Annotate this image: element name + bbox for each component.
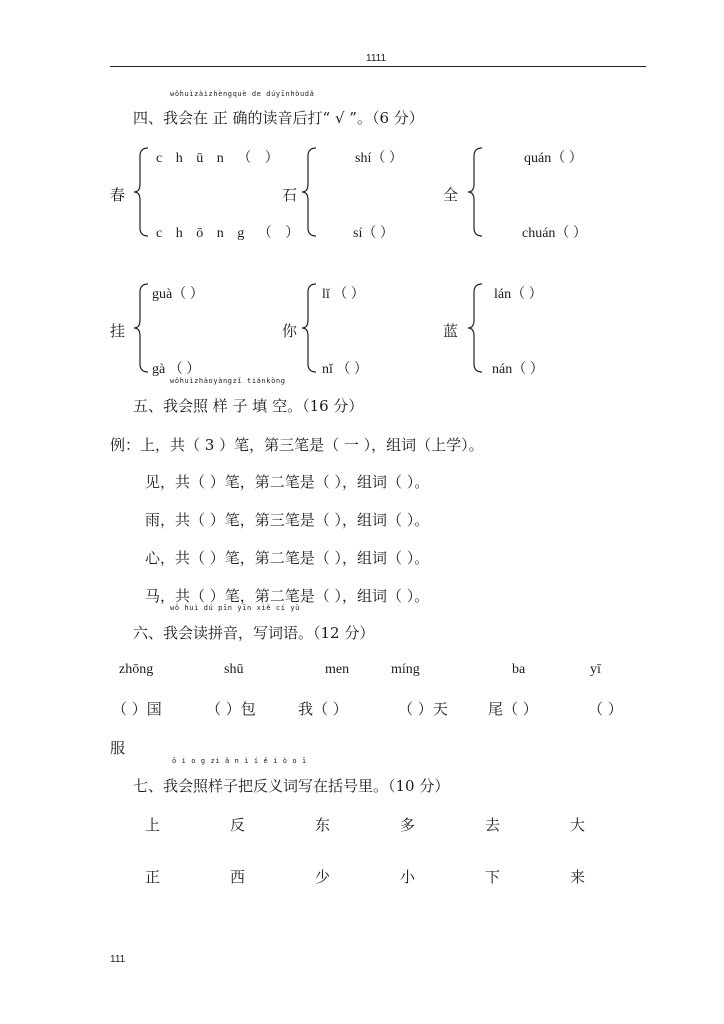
group-char: 蓝 xyxy=(443,322,459,340)
group-char: 春 xyxy=(110,186,126,204)
section4-pinyin-hint: wǒhuìzàizhèngquè de dúyīnhòudǎ xyxy=(170,90,315,98)
pinyin-word: zhōng xyxy=(119,662,154,677)
header-page-number: 1111 xyxy=(366,53,387,64)
word-blank: （ ）包 xyxy=(206,700,256,718)
section6-title: 六、我会读拼音，写词语。（12 分） xyxy=(133,624,375,642)
pinyin-option: sí（ ） xyxy=(353,226,394,241)
pinyin-option: c h ō n g （ ） xyxy=(156,226,305,241)
antonym-char: 大 xyxy=(570,816,586,834)
word-blank: 尾（ ） xyxy=(488,700,538,718)
group-char: 全 xyxy=(443,186,459,204)
antonym-char: 西 xyxy=(230,868,246,886)
pinyin-option: gà （ ） xyxy=(152,362,201,377)
footer-page-number: 111 xyxy=(110,954,126,965)
pinyin-option: lán（ ） xyxy=(494,287,543,302)
pinyin-option: nǐ （ ） xyxy=(322,362,368,377)
antonym-char: 反 xyxy=(230,816,246,834)
header-rule xyxy=(110,66,646,67)
antonym-char: 来 xyxy=(570,868,586,886)
pinyin-option: lǐ （ ） xyxy=(322,287,365,302)
pinyin-word: shū xyxy=(224,662,244,677)
group-char: 你 xyxy=(282,322,298,340)
antonym-char: 正 xyxy=(145,868,161,886)
antonym-char: 上 xyxy=(145,816,161,834)
section6-pinyin-hint: wǒ huì dú pīn yīn xiě cí yǔ xyxy=(170,604,300,612)
antonym-char: 去 xyxy=(485,816,501,834)
word-blank: （ ）国 xyxy=(112,700,162,718)
section7-pinyin-hint: ō i o g zi ǎ n ì í ě i ò o ī xyxy=(172,757,307,765)
section7-title: 七、我会照样子把反义词写在括号里。（10 分） xyxy=(133,777,450,795)
left-brace xyxy=(466,282,486,374)
section5-row: 雨，共（ ）笔，第三笔是（ ），组词（ ）。 xyxy=(145,511,430,529)
left-brace xyxy=(132,282,152,374)
antonym-char: 下 xyxy=(485,868,501,886)
section4-title: 四、我会在 正 确的读音后打“ √ ”。（6 分） xyxy=(133,109,424,127)
section5-row: 见，共（ ）笔，第二笔是（ ），组词（ ）。 xyxy=(145,473,430,491)
antonym-char: 多 xyxy=(400,816,416,834)
antonym-char: 少 xyxy=(315,868,331,886)
pinyin-option: nán（ ） xyxy=(492,362,544,377)
pinyin-word: men xyxy=(325,662,350,677)
group-char: 挂 xyxy=(110,322,126,340)
pinyin-word: míng xyxy=(391,662,420,677)
section5-row: 心，共（ ）笔，第二笔是（ ），组词（ ）。 xyxy=(145,549,430,567)
word-overflow: 服 xyxy=(110,739,126,757)
pinyin-option: quán（ ） xyxy=(524,151,583,166)
pinyin-word: yī xyxy=(590,662,601,677)
word-blank: 我（ ） xyxy=(298,700,348,718)
pinyin-word: ba xyxy=(512,662,526,677)
section5-pinyin-hint: wǒhuìzhàoyàngzǐ tiánkòng xyxy=(170,377,286,385)
left-brace xyxy=(300,282,320,374)
pinyin-option: shí（ ） xyxy=(355,151,403,166)
section5-row: 马，共（ ）笔，第二笔是（ ），组词（ ）。 xyxy=(145,587,430,605)
left-brace xyxy=(466,146,486,238)
left-brace xyxy=(300,146,320,238)
pinyin-option: chuán（ ） xyxy=(522,226,587,241)
antonym-char: 小 xyxy=(400,868,416,886)
section5-title: 五、我会照 样 子 填 空。（16 分） xyxy=(133,397,364,415)
group-char: 石 xyxy=(282,186,298,204)
pinyin-option: c h ū n （ ） xyxy=(156,151,284,166)
word-blank: （ ） xyxy=(588,700,623,718)
section5-example: 例：上，共（ 3 ）笔，第三笔是（ 一 ），组词（上学）。 xyxy=(110,436,484,454)
left-brace xyxy=(132,146,152,238)
word-blank: （ ）天 xyxy=(398,700,448,718)
antonym-char: 东 xyxy=(315,816,331,834)
pinyin-option: guà（ ） xyxy=(152,287,204,302)
